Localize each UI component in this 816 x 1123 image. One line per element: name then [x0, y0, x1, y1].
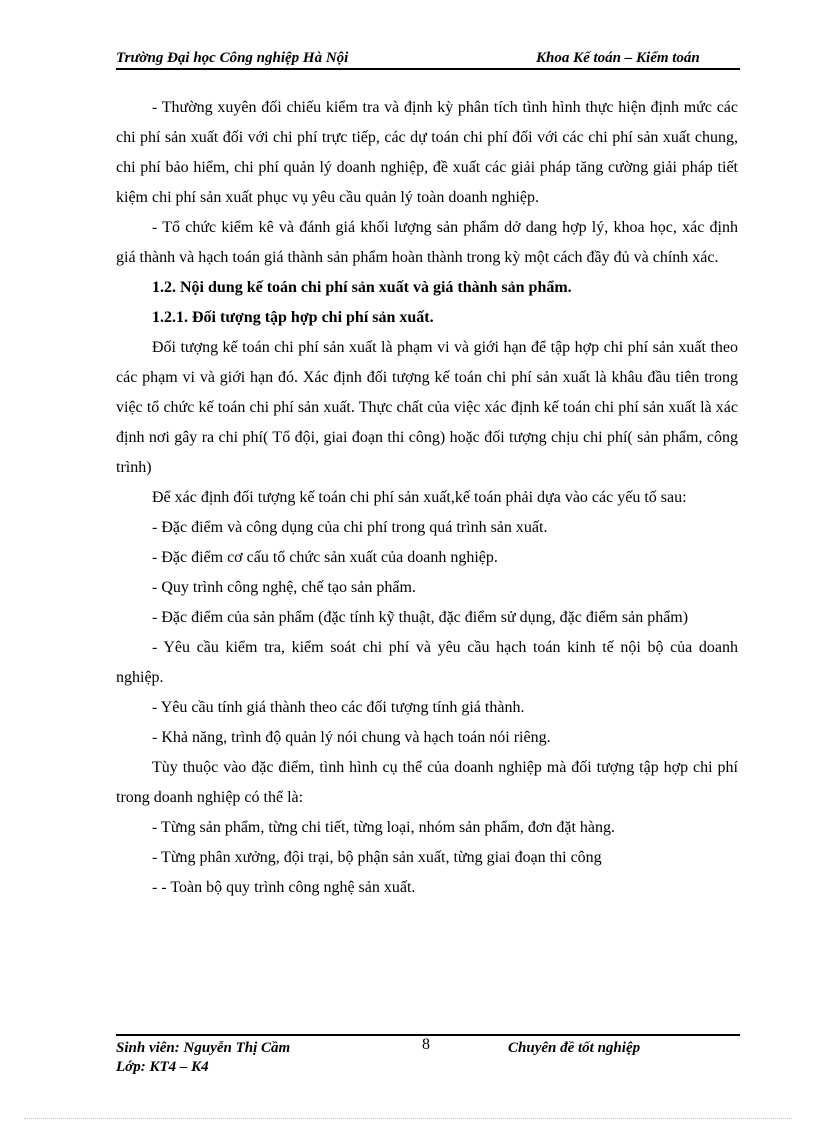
section-heading-1-2: 1.2. Nội dung kế toán chi phí sản xuất và giá thành sản phẩm.: [152, 279, 572, 296]
list-item: - Từng phân xưởng, đội trại, bộ phận sản xuất, từng giai đoạn thi công: [152, 849, 602, 866]
list-item: - Yêu cầu tính giá thành theo các đối tượng tính giá thành.: [152, 699, 525, 716]
paragraph-4: Để xác định đối tượng kế toán chi phí sản xuất,kế toán phải dựa vào các yếu tố sau:: [152, 489, 687, 506]
list-item: - Đặc điểm và công dụng của chi phí trong quá trình sản xuất.: [152, 519, 548, 536]
page-number: 8: [422, 1036, 430, 1053]
header-university: Trường Đại học Công nghiệp Hà Nội: [116, 50, 349, 66]
list-item: - Khả năng, trình độ quản lý nói chung và hạch toán nói riêng.: [152, 729, 551, 746]
list-item: - Từng sản phẩm, từng chi tiết, từng loại, nhóm sản phẩm, đơn đặt hàng.: [152, 819, 615, 836]
footer-class: Lớp: KT4 – K4: [116, 1059, 209, 1075]
footer-thesis: Chuyên đề tốt nghiệp: [508, 1040, 641, 1056]
page-bottom-border: [24, 1118, 792, 1119]
list-item: - - Toàn bộ quy trình công nghệ sản xuất.: [152, 879, 416, 896]
subsection-heading-1-2-1: 1.2.1. Đối tượng tập hợp chi phí sản xuất.: [152, 309, 434, 326]
list-item: - Đặc điểm cơ cấu tổ chức sản xuất của doanh nghiệp.: [152, 549, 498, 566]
footer-student: Sinh viên: Nguyễn Thị Cầm: [116, 1040, 291, 1056]
document-body: [116, 93, 738, 903]
header-faculty: Khoa Kế toán – Kiểm toán: [536, 50, 700, 66]
list-item: - Đặc điểm của sản phẩm (đặc tính kỹ thuật, đặc điểm sử dụng, đặc điểm sản phẩm): [152, 609, 689, 626]
list-item: - Quy trình công nghệ, chế tạo sản phẩm.: [152, 579, 416, 596]
paragraph-1: - Thường xuyên đối chiếu kiểm tra và định kỳ phân tích tình hình thực hiện định mức các chi phí sản xuất đối với chi phí trực tiếp, các dự toán chi phí đối với các chi phí sản xuất chung, chi phí bảo hiểm, chi phí quản lý doanh nghiệp, đề xuất các giải pháp tăng cường giải pháp tiết kiệm chi phí sản xuất phục vụ yêu cầu quản lý toàn doanh nghiệp.: [116, 99, 738, 206]
paragraph-3: Đối tượng kế toán chi phí sản xuất là phạm vi và giới hạn để tập hợp chi phí sản xuất theo các phạm vi và giới hạn đó. Xác định đối tượng kế toán chi phí sản xuất là khâu đầu tiên trong việc tổ chức kế toán chi phí sản xuất. Thực chất của việc xác định kế toán chi phí sản xuất là xác định nơi gây ra chi phí( Tổ đội, giai đoạn thi công) hoặc đối tượng chịu chi phí( sản phẩm, công trình): [116, 339, 738, 476]
list-item: - Yêu cầu kiểm tra, kiểm soát chi phí và yêu cầu hạch toán kinh tế nội bộ của doanh nghiệp.: [116, 639, 738, 686]
paragraph-2: - Tổ chức kiểm kê và đánh giá khối lượng sản phẩm dở dang hợp lý, khoa học, xác định giá thành và hạch toán giá thành sản phẩm hoàn thành trong kỳ một cách đầy đủ và chính xác.: [116, 219, 738, 266]
paragraph-5: Tùy thuộc vào đặc điểm, tình hình cụ thể của doanh nghiệp mà đối tượng tập hợp chi phí trong doanh nghiệp có thể là:: [116, 759, 738, 806]
page-header: [116, 48, 740, 70]
